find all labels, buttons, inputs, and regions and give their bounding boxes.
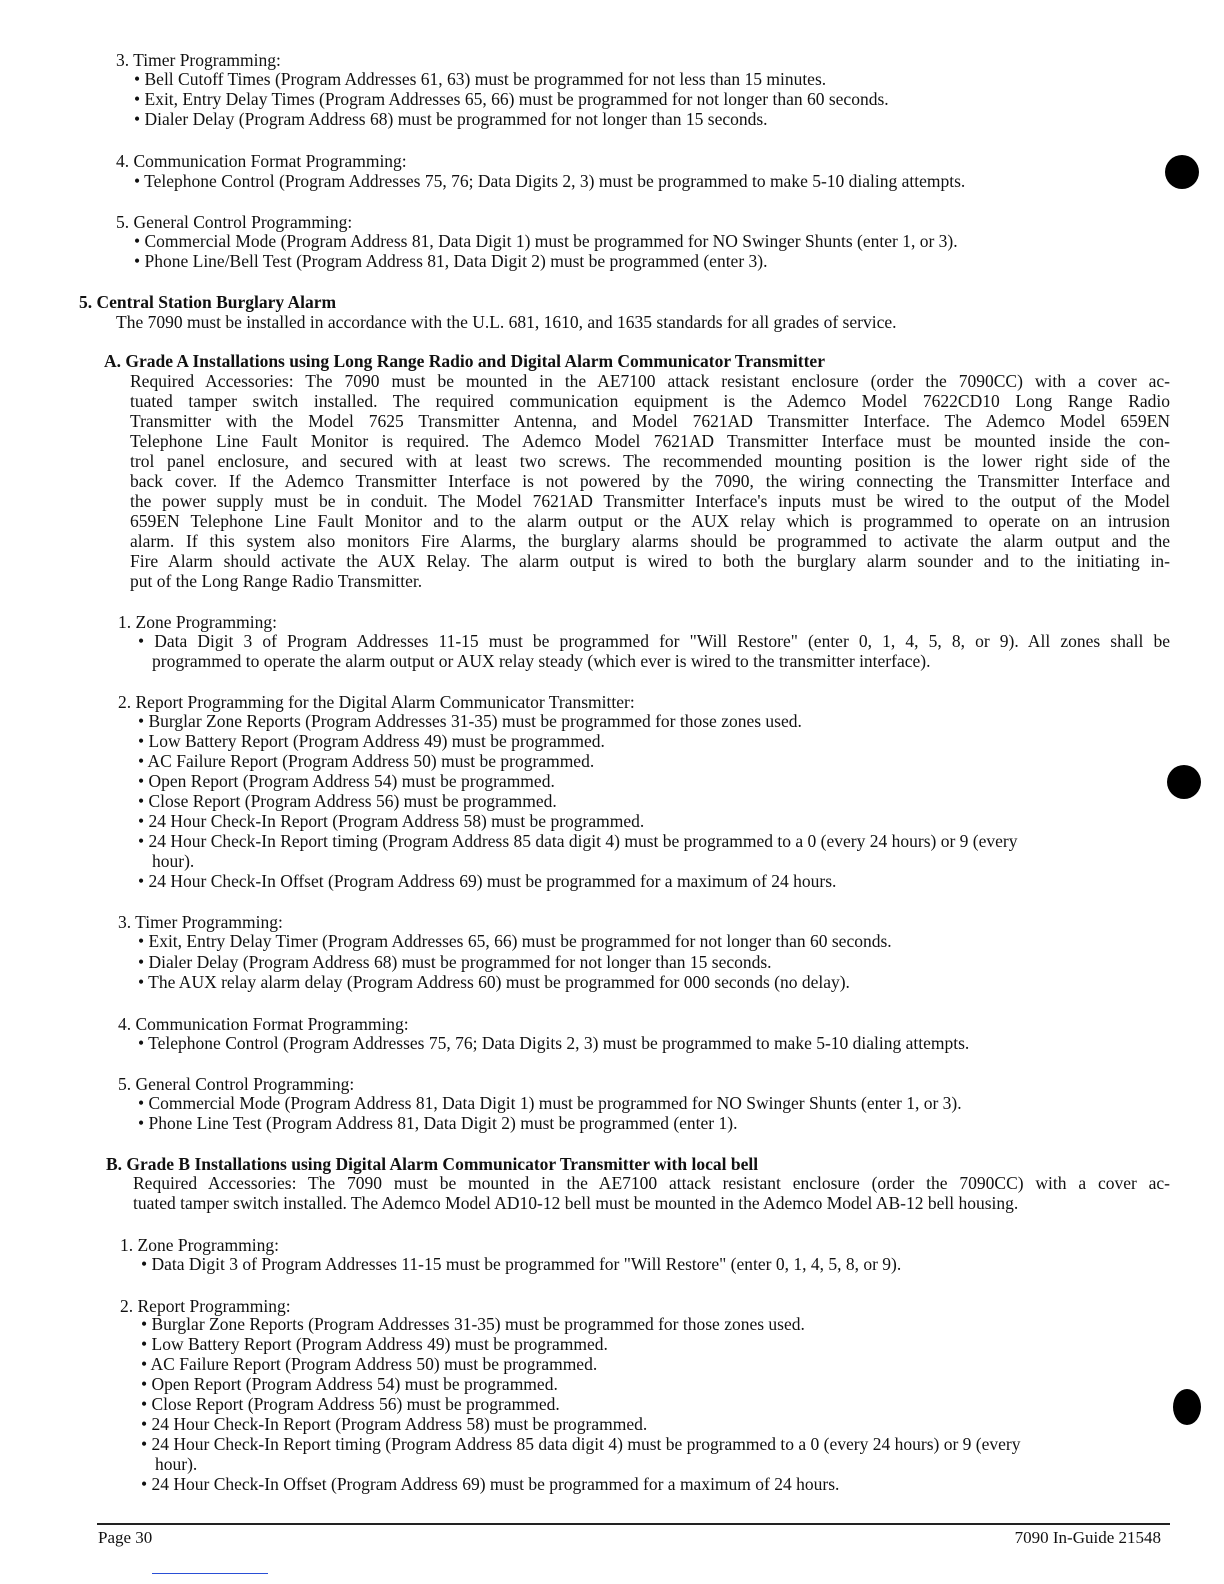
punch-hole	[1173, 1389, 1201, 1425]
list-item: • Burglar Zone Reports (Program Addresses 31-35) must be programmed for those zones used.	[141, 1314, 805, 1334]
paragraph-line: 659EN Telephone Line Fault Monitor and to the alarm output or the AUX relay which is programmed to operate on an intrusion	[130, 511, 1170, 531]
grade-b-heading: B. Grade B Installations using Digital Alarm Communicator Transmitter with local bell	[106, 1154, 759, 1174]
punch-hole	[1165, 155, 1199, 189]
list-item: • Dialer Delay (Program Address 68) must be programmed for not longer than 15 seconds.	[134, 109, 768, 129]
list-item: • 24 Hour Check-In Offset (Program Address 69) must be programmed for a maximum of 24 hours.	[141, 1474, 840, 1494]
list-item: • Telephone Control (Program Addresses 75, 76; Data Digits 2, 3) must be programmed to make 5-10 dialing attempts.	[138, 1033, 970, 1053]
page-number: Page 30	[98, 1528, 153, 1547]
list-item: • Commercial Mode (Program Address 81, Data Digit 1) must be programmed for NO Swinger Shunts (enter 1, or 3).	[138, 1093, 962, 1113]
list-item: • Close Report (Program Address 56) must be programmed.	[141, 1394, 560, 1414]
list-item: • Phone Line/Bell Test (Program Address 81, Data Digit 2) must be programmed (enter 3).	[134, 251, 768, 271]
zone-heading: 1. Zone Programming:	[120, 1235, 279, 1255]
list-item: • Data Digit 3 of Program Addresses 11-15 must be programmed for "Will Restore" (enter 0, 1, 4, 5, 8, or 9). All zones shall be	[138, 631, 1170, 651]
footer-rule	[97, 1523, 1170, 1525]
list-item: • Exit, Entry Delay Timer (Program Addresses 65, 66) must be programmed for not longer than 60 seconds.	[138, 931, 892, 951]
list-item: • 24 Hour Check-In Report (Program Address 58) must be programmed.	[141, 1414, 648, 1434]
list-item: • Telephone Control (Program Addresses 75, 76; Data Digits 2, 3) must be programmed to make 5-10 dialing attempts.	[134, 171, 966, 191]
section-heading: 5. Central Station Burglary Alarm	[79, 292, 337, 312]
list-item: • 24 Hour Check-In Offset (Program Address 69) must be programmed for a maximum of 24 hours.	[138, 871, 837, 891]
list-item: • Phone Line Test (Program Address 81, Data Digit 2) must be programmed (enter 1).	[138, 1113, 738, 1133]
section-intro: The 7090 must be installed in accordance with the U.L. 681, 1610, and 1635 standards for all grades of service.	[116, 312, 897, 332]
divider	[152, 1573, 268, 1574]
grade-a-heading: A. Grade A Installations using Long Range Radio and Digital Alarm Communicator Transmitter	[104, 351, 825, 371]
report-heading: 2. Report Programming:	[120, 1296, 291, 1316]
paragraph-line: tuated tamper switch installed. The required communication equipment is the Ademco Model 7622CD10 Long Range Radio	[130, 391, 1170, 411]
list-item: • The AUX relay alarm delay (Program Address 60) must be programmed for 000 seconds (no delay).	[138, 972, 850, 992]
list-item: • Data Digit 3 of Program Addresses 11-15 must be programmed for "Will Restore" (enter 0, 1, 4, 5, 8, or 9).	[141, 1254, 902, 1274]
paragraph-line: tuated tamper switch installed. The Ademco Model AD10-12 bell must be mounted in the Ademco Model AB-12 bell housing.	[133, 1193, 1019, 1213]
paragraph-line: Fire Alarm should activate the AUX Relay. The alarm output is wired to both the burglary alarm sounder and to the initiating in-	[130, 551, 1170, 571]
report-heading: 2. Report Programming for the Digital Alarm Communicator Transmitter:	[118, 692, 635, 712]
list-item: • Open Report (Program Address 54) must be programmed.	[138, 771, 555, 791]
paragraph-line: Telephone Line Fault Monitor is required. The Ademco Model 7621AD Transmitter Interface must be mounted inside the con-	[130, 431, 1170, 451]
list-item: • 24 Hour Check-In Report (Program Address 58) must be programmed.	[138, 811, 645, 831]
comm-heading: 4. Communication Format Programming:	[118, 1014, 409, 1034]
list-item: • Exit, Entry Delay Times (Program Addresses 65, 66) must be programmed for not longer than 60 seconds.	[134, 89, 889, 109]
comm-heading: 4. Communication Format Programming:	[116, 151, 407, 171]
list-item: hour).	[152, 851, 195, 871]
list-item: • Low Battery Report (Program Address 49) must be programmed.	[141, 1334, 608, 1354]
document-id: 7090 In-Guide 21548	[1014, 1528, 1161, 1547]
list-item: • Commercial Mode (Program Address 81, Data Digit 1) must be programmed for NO Swinger Shunts (enter 1, or 3).	[134, 231, 958, 251]
list-item: hour).	[155, 1454, 198, 1474]
list-item: • AC Failure Report (Program Address 50) must be programmed.	[138, 751, 595, 771]
paragraph-line: trol panel enclosure, and secured with at least two screws. The recommended mounting position is the lower right side of the	[130, 451, 1170, 471]
list-item: • AC Failure Report (Program Address 50) must be programmed.	[141, 1354, 598, 1374]
list-item: • Bell Cutoff Times (Program Addresses 61, 63) must be programmed for not less than 15 minutes.	[134, 69, 827, 89]
paragraph-line: Transmitter with the Model 7625 Transmitter Antenna, and Model 7621AD Transmitter Interface. The Ademco Model 659EN	[130, 411, 1170, 431]
paragraph-line: alarm. If this system also monitors Fire Alarms, the burglary alarms should be programmed to activate the alarm output and the	[130, 531, 1170, 551]
timer-heading: 3. Timer Programming:	[118, 912, 283, 932]
list-item: programmed to operate the alarm output or AUX relay steady (which ever is wired to the transmitter interface).	[152, 651, 931, 671]
list-item: • 24 Hour Check-In Report timing (Program Address 85 data digit 4) must be programmed to a 0 (every 24 hours) or 9 (every	[138, 831, 1018, 851]
list-item: • 24 Hour Check-In Report timing (Program Address 85 data digit 4) must be programmed to a 0 (every 24 hours) or 9 (every	[141, 1434, 1021, 1454]
list-item: • Open Report (Program Address 54) must be programmed.	[141, 1374, 558, 1394]
zone-heading: 1. Zone Programming:	[118, 612, 277, 632]
timer-heading: 3. Timer Programming:	[116, 50, 281, 70]
list-item: • Dialer Delay (Program Address 68) must be programmed for not longer than 15 seconds.	[138, 952, 772, 972]
paragraph-line: Required Accessories: The 7090 must be mounted in the AE7100 attack resistant enclosure (order the 7090CC) with a cover ac-	[130, 371, 1170, 391]
paragraph-line: the power supply must be in conduit. The Model 7621AD Transmitter Interface's inputs must be wired to the output of the Model	[130, 491, 1170, 511]
list-item: • Burglar Zone Reports (Program Addresses 31-35) must be programmed for those zones used.	[138, 711, 802, 731]
general-heading: 5. General Control Programming:	[118, 1074, 355, 1094]
paragraph-line: Required Accessories: The 7090 must be mounted in the AE7100 attack resistant enclosure (order the 7090CC) with a cover ac-	[133, 1173, 1170, 1193]
general-heading: 5. General Control Programming:	[116, 212, 353, 232]
list-item: • Low Battery Report (Program Address 49) must be programmed.	[138, 731, 605, 751]
list-item: • Close Report (Program Address 56) must be programmed.	[138, 791, 557, 811]
punch-hole	[1167, 765, 1201, 799]
paragraph-line: put of the Long Range Radio Transmitter.	[130, 571, 423, 591]
paragraph-line: back cover. If the Ademco Transmitter Interface is not powered by the 7090, the wiring connecting the Transmitter Interface and	[130, 471, 1170, 491]
